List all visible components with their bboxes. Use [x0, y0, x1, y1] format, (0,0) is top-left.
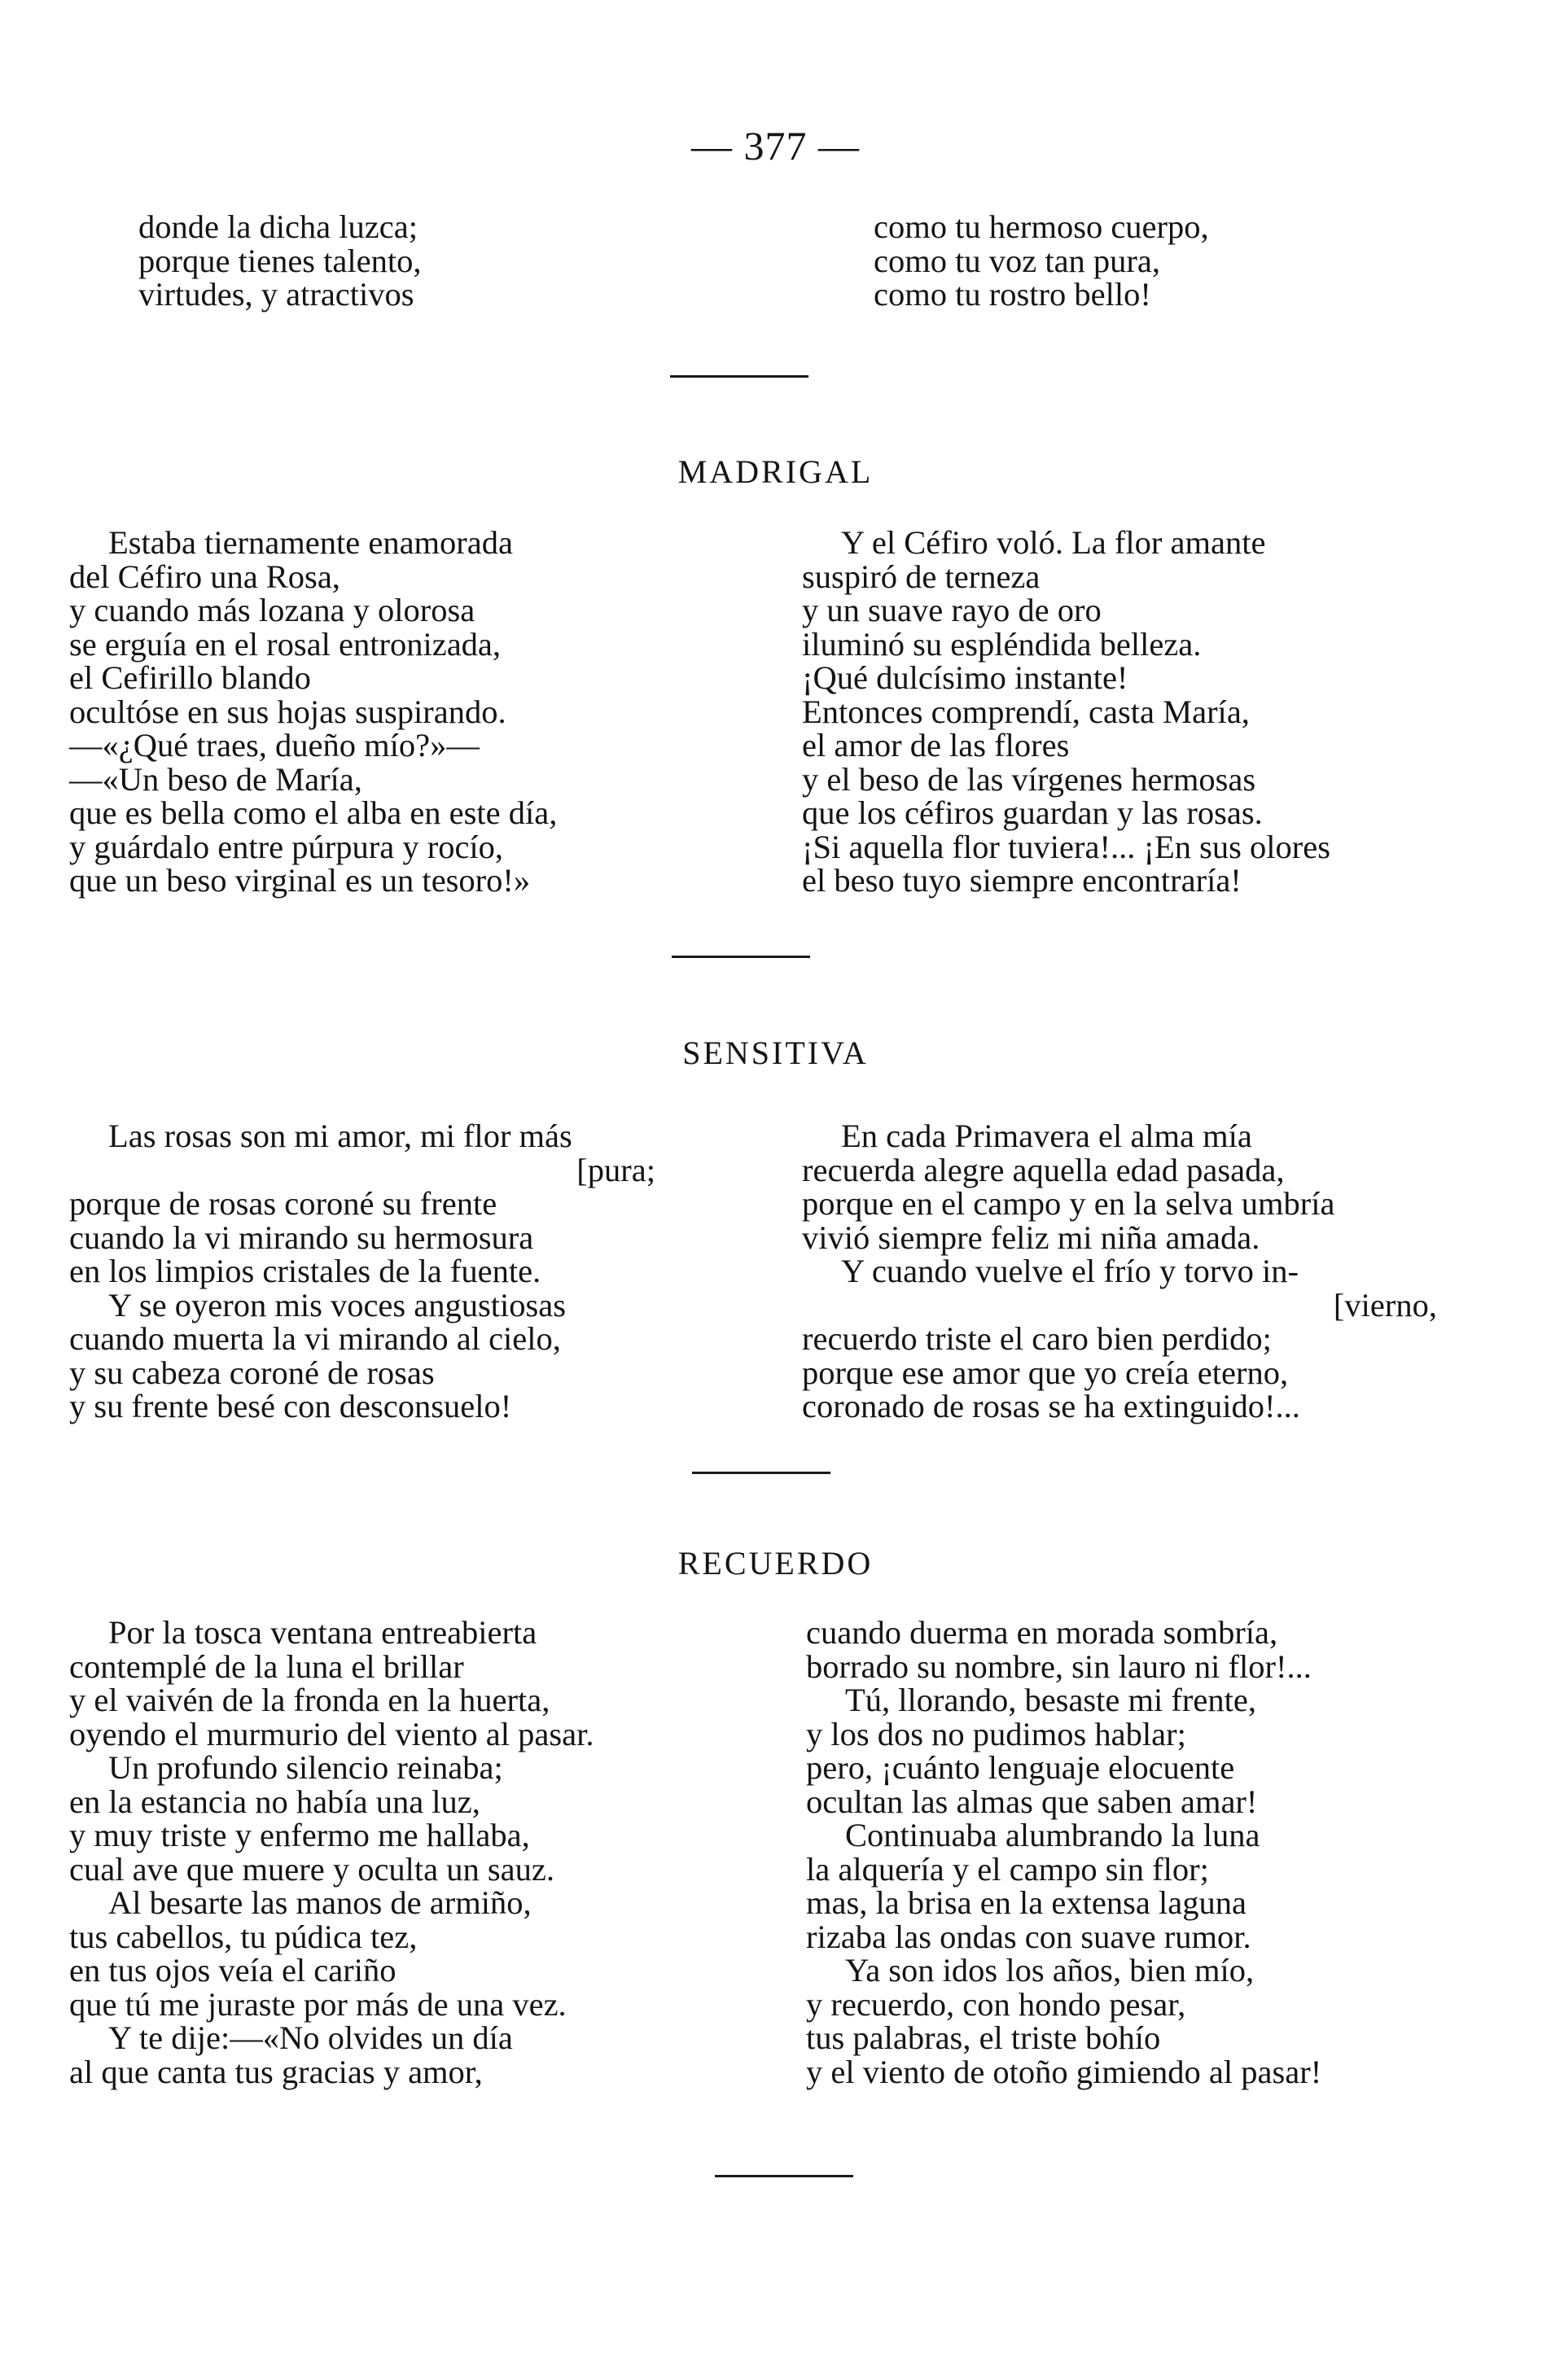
verse-line: Y se oyeron mis voces angustiosas [108, 1286, 567, 1323]
verse-line: como tu voz tan pura, [874, 242, 1161, 279]
poem-title-sensitiva: SENSITIVA [682, 1035, 869, 1071]
verse-line: Y cuando vuelve el frío y torvo in- [841, 1253, 1299, 1289]
top-right-stanza [874, 210, 1209, 312]
verse-line: oyendo el murmurio del viento al pasar. [69, 1715, 594, 1752]
top-left-stanza [138, 210, 422, 312]
verse-line: cual ave que muere y oculta un sauz. [69, 1850, 554, 1888]
verse-line: porque de rosas coroné su frente [69, 1185, 497, 1222]
verse-line: recuerdo triste el caro bien perdido; [802, 1320, 1272, 1357]
verse-line: y los dos no pudimos hablar; [806, 1715, 1186, 1752]
verse-line: Entonces comprendí, casta María, [802, 693, 1250, 730]
verse-line: ocultan las almas que saben amar! [806, 1783, 1258, 1820]
verse-line: Al besarte las manos de armiño, [108, 1884, 532, 1921]
verse-line: como tu hermoso cuerpo, [874, 208, 1209, 245]
verse-line: en los limpios cristales de la fuente. [69, 1253, 541, 1289]
verse-line: mas, la brisa en la extensa laguna [806, 1884, 1246, 1921]
verse-line: y su cabeza coroné de rosas [69, 1354, 435, 1391]
verse-line: cuando muerta la vi mirando al cielo, [69, 1320, 561, 1357]
page-number: — 377 — [691, 123, 860, 168]
verse-line: porque ese amor que yo creía eterno, [802, 1354, 1289, 1391]
verse-line: tus cabellos, tu púdica tez, [69, 1918, 418, 1955]
verse-line: tus palabras, el triste bohío [806, 2019, 1161, 2056]
verse-line: Ya son idos los años, bien mío, [845, 1952, 1255, 1988]
verse-line: Tú, llorando, besaste mi frente, [845, 1682, 1256, 1718]
verse-line: en la estancia no había una luz, [69, 1783, 480, 1820]
verse-line: En cada Primavera el alma mía [841, 1118, 1252, 1154]
verse-line: Un profundo silencio reinaba; [108, 1749, 503, 1786]
verse-line: el Cefirillo blando [69, 659, 311, 696]
verse-line: y su frente besé con desconsuelo! [69, 1388, 512, 1424]
verse-line: —«Un beso de María, [69, 760, 362, 798]
verse-line: Continuaba alumbrando la luna [845, 1817, 1260, 1853]
verse-line: Estaba tiernamente enamorada [108, 524, 513, 561]
section-divider [715, 2175, 853, 2177]
sensitiva-left-column [69, 1119, 655, 1424]
verse-line: suspiró de terneza [802, 558, 1041, 595]
verse-line: ¡Si aquella flor tuviera!... ¡En sus olores [802, 828, 1330, 865]
verse-line: Y el Céfiro voló. La flor amante [841, 524, 1266, 561]
poem-title-madrigal: MADRIGAL [677, 453, 874, 490]
verse-line: ocultóse en sus hojas suspirando. [69, 693, 506, 730]
verse-line: recuerda alegre aquella edad pasada, [802, 1151, 1285, 1188]
verse-line: al que canta tus gracias y amor, [69, 2053, 483, 2090]
verse-line: —«¿Qué traes, dueño mío?»— [69, 727, 480, 763]
verse-line: que tú me juraste por más de una vez. [69, 1985, 567, 2023]
verse-line: y muy triste y enfermo me hallaba, [69, 1817, 530, 1853]
verse-line: porque tienes talento, [138, 242, 422, 279]
verse-line: que un beso virginal es un tesoro!» [69, 862, 531, 899]
verse-line: y un suave rayo de oro [802, 592, 1102, 628]
recuerdo-right-column [806, 1616, 1321, 2089]
verse-line: y el vaivén de la fronda en la huerta, [69, 1682, 550, 1718]
verse-line: el beso tuyo siempre encontraría! [802, 862, 1242, 899]
verse-line: porque en el campo y en la selva umbría [802, 1185, 1335, 1222]
verse-line: y guárdalo entre púrpura y rocío, [69, 828, 504, 865]
verse-line: en tus ojos veía el cariño [69, 1952, 397, 1988]
verse-line: la alquería y el campo sin flor; [806, 1850, 1209, 1888]
madrigal-right-column [802, 526, 1330, 898]
verse-line: que es bella como el alba en este día, [69, 794, 558, 831]
poem-title-recuerdo: RECUERDO [677, 1545, 874, 1582]
verse-line: cuando la vi mirando su hermosura [69, 1218, 534, 1256]
verse-line: cuando duerma en morada sombría, [806, 1614, 1278, 1651]
verse-line: vivió siempre feliz mi niña amada. [802, 1218, 1260, 1256]
section-divider [670, 375, 808, 378]
verse-line: contemplé de la luna el brillar [69, 1647, 464, 1685]
verse-line: iluminó su espléndida belleza. [802, 625, 1202, 663]
verse-line: el amor de las flores [802, 727, 1070, 763]
verse-line: del Céfiro una Rosa, [69, 558, 340, 595]
verse-line: como tu rostro bello! [874, 276, 1151, 313]
verse-line: coronado de rosas se ha extinguido!... [802, 1388, 1300, 1424]
verse-line: rizaba las ondas con suave rumor. [806, 1918, 1251, 1955]
madrigal-left-column [69, 526, 557, 898]
verse-line: y recuerdo, con hondo pesar, [806, 1985, 1186, 2023]
verse-line-continuation: [pura; [576, 1151, 655, 1188]
verse-line: Las rosas son mi amor, mi flor más [108, 1118, 572, 1154]
recuerdo-left-column [69, 1616, 594, 2089]
verse-line: donde la dicha luzca; [138, 208, 418, 245]
verse-line: se erguía en el rosal entronizada, [69, 625, 502, 663]
verse-line: Por la tosca ventana entreabierta [108, 1614, 537, 1651]
verse-line: y el beso de las vírgenes hermosas [802, 760, 1256, 798]
verse-line-continuation: [vierno, [1333, 1286, 1437, 1323]
section-divider [692, 1472, 830, 1474]
verse-line: pero, ¡cuánto lenguaje elocuente [806, 1749, 1235, 1786]
sensitiva-right-column [802, 1119, 1437, 1424]
verse-line: ¡Qué dulcísimo instante! [802, 659, 1128, 696]
verse-line: y el viento de otoño gimiendo al pasar! [806, 2053, 1322, 2090]
verse-line: borrado su nombre, sin lauro ni flor!... [806, 1647, 1312, 1685]
verse-line: Y te dije:—«No olvides un día [108, 2019, 513, 2056]
verse-line: virtudes, y atractivos [138, 276, 414, 313]
verse-line: que los céfiros guardan y las rosas. [802, 794, 1263, 831]
section-divider [672, 956, 810, 958]
verse-line: y cuando más lozana y olorosa [69, 592, 475, 628]
